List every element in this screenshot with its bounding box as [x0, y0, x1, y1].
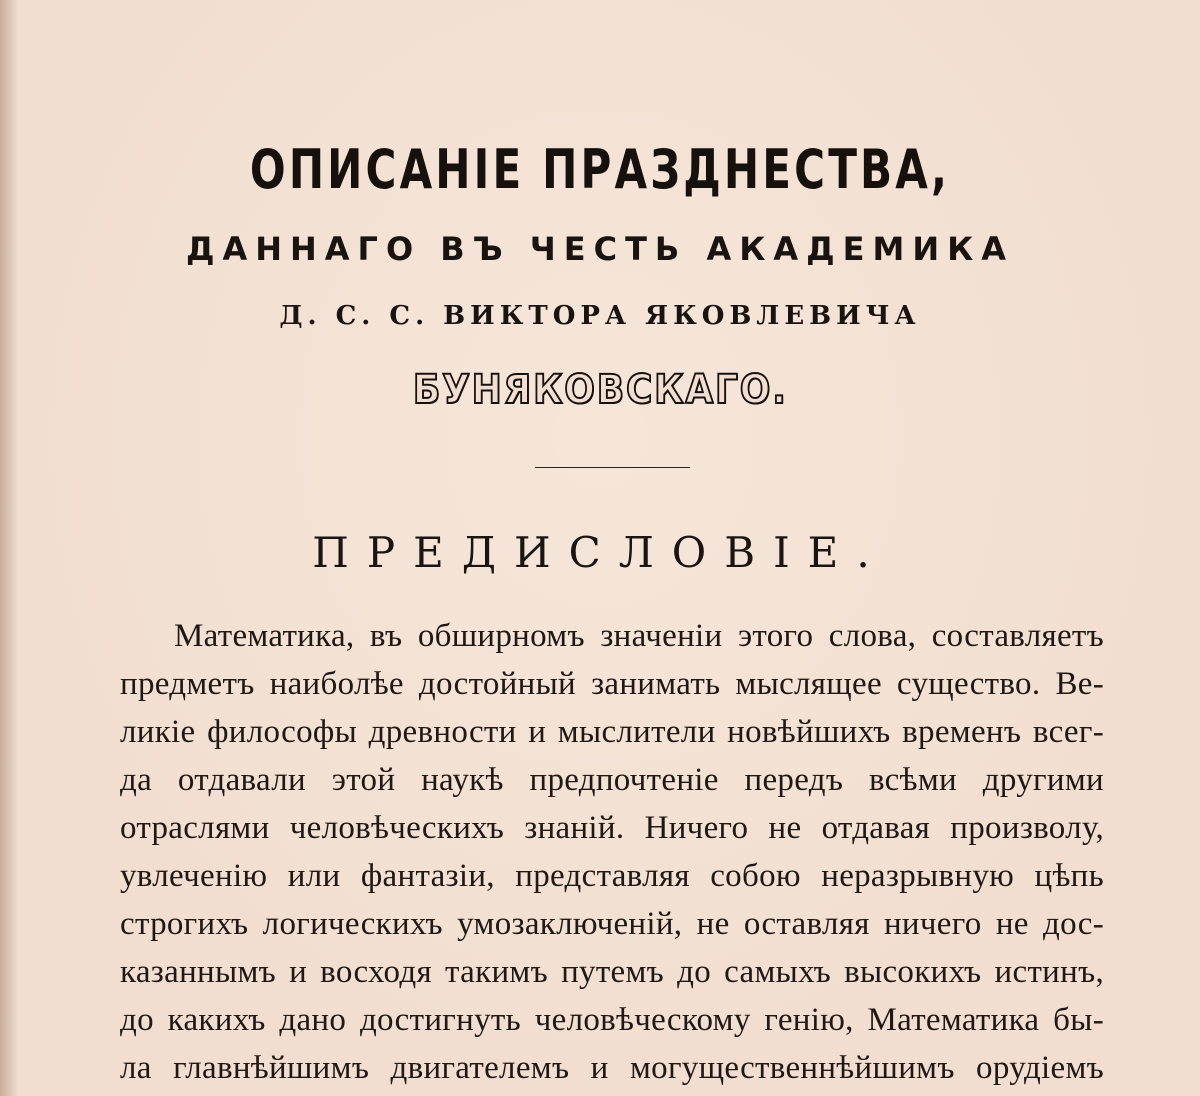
body-line: строгихъ логическихъ умозаключеній, не оставляя ничего не дос- [120, 906, 1104, 942]
title-surname: БУНЯКОВСКАГО. [412, 367, 788, 413]
body-line: увлеченію или фантазіи, представляя собою неразрывную цѣпь [120, 858, 1104, 894]
body-line: предметъ наиболѣе достойный занимать мыслящее существо. Ве- [120, 666, 1104, 702]
body-line: да отдавали этой наукѣ предпочтеніе передъ всѣми другими [120, 762, 1104, 798]
body-line: отраслями человѣческихъ знаній. Ничего не отдавая произволу, [120, 810, 1104, 846]
body-line: казаннымъ и восходя такимъ путемъ до самыхъ высокихъ истинъ, [120, 954, 1104, 990]
body-line: до какихъ дано достигнуть человѣческому генію, Математика бы- [120, 1002, 1104, 1038]
title-block [0, 130, 1200, 414]
section-heading: ПРЕДИСЛОВІЕ. [312, 528, 888, 577]
title-divider [535, 467, 690, 468]
body-line: Математика, въ обширномъ значеніи этого слова, составляетъ [174, 618, 1104, 654]
title-main: ОПИСАНІЕ ПРАЗДНЕСТВА, [249, 138, 951, 201]
body-text [120, 612, 1104, 1092]
title-subtitle: ДАННАГО ВЪ ЧЕСТЬ АКАДЕМИКА [185, 230, 1015, 268]
body-line: ликіе философы древности и мыслители новѣйшихъ временъ всег- [120, 714, 1104, 750]
title-person: Д. С. С. ВИКТОРА ЯКОВЛЕВИЧА [279, 301, 921, 331]
body-line: ла главнѣйшимъ двигателемъ и могущественнѣйшимъ орудіемъ [120, 1050, 1104, 1086]
